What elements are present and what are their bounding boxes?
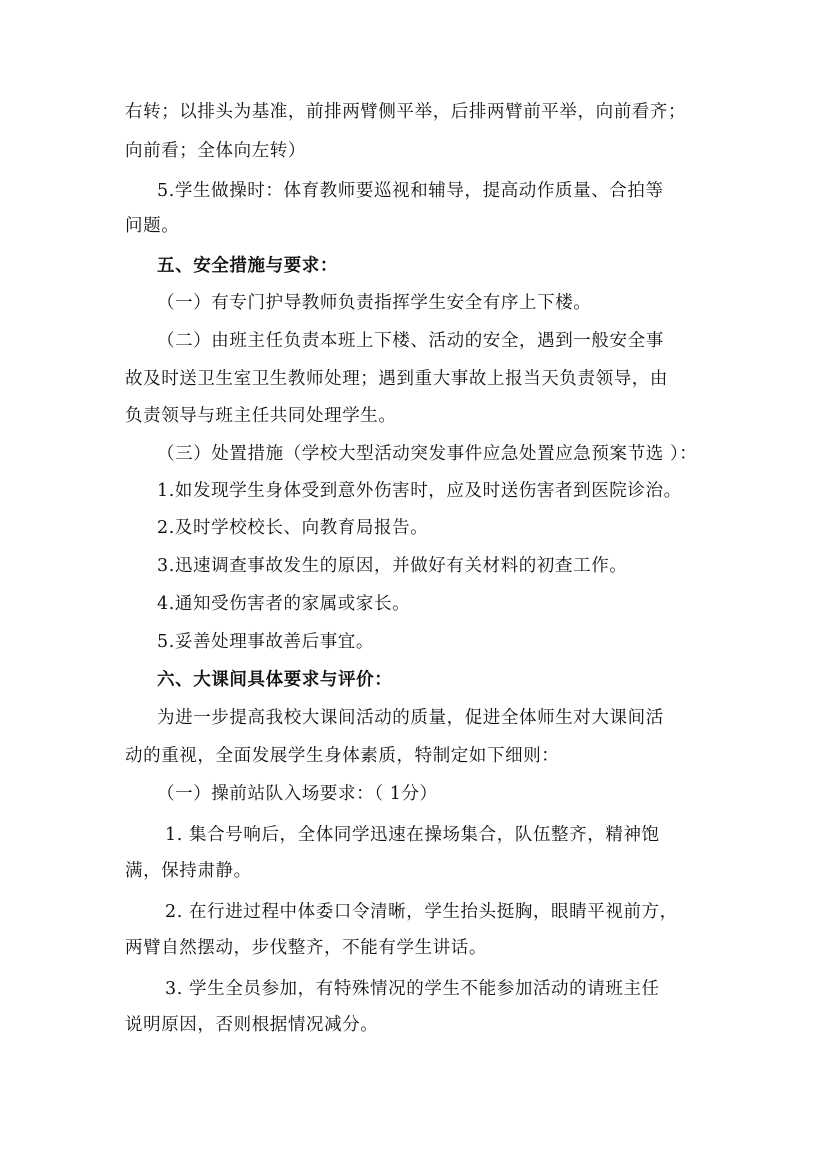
body-text-line: （一）有专门护导教师负责指挥学生安全有序上下楼。 [157, 293, 592, 313]
body-text-line: 动的重视，全面发展学生身体素质，特制定如下细则： [125, 746, 560, 766]
body-text-line: 向前看；全体向左转） [125, 141, 306, 161]
section-heading-safety: 五、安全措施与要求： [157, 256, 338, 276]
body-text-line: 右转；以排头为基准，前排两臂侧平举，后排两臂前平举，向前看齐； [125, 102, 687, 122]
body-text-line: 负责领导与班主任共同处理学生。 [125, 406, 397, 426]
body-text-line: 问题。 [125, 216, 180, 236]
body-text-line: 5.学生做操时：体育教师要巡视和辅导，提高动作质量、合拍等 [157, 181, 664, 201]
list-item: 1. 集合号响后，全体同学迅速在操场集合，队伍整齐，精神饱 [165, 825, 660, 845]
body-text-line: 两臂自然摆动，步伐整齐，不能有学生讲话。 [125, 938, 487, 958]
body-text-line: （二）由班主任负责本班上下楼、活动的安全，遇到一般安全事 [157, 331, 664, 351]
body-text-line: 说明原因，否则根据情况减分。 [125, 1015, 379, 1035]
body-text-line: 满，保持肃静。 [125, 861, 252, 881]
list-item: 4.通知受伤害者的家属或家长。 [157, 594, 411, 614]
list-item: 2. 在行进过程中体委口令清晰，学生抬头挺胸，眼睛平视前方， [165, 902, 678, 922]
list-item: 3. 学生全员参加，有特殊情况的学生不能参加活动的请班主任 [165, 979, 660, 999]
list-item: 2.及时学校校长、向教育局报告。 [157, 518, 429, 538]
subsection-heading: （一）操前站队入场要求：（ 1分） [157, 784, 438, 804]
body-text-line: 故及时送卫生室卫生教师处理；遇到重大事故上报当天负责领导，由 [125, 369, 668, 389]
list-item: 1.如发现学生身体受到意外伤害时，应及时送伤害者到医院诊治。 [157, 481, 682, 501]
section-heading-requirements: 六、大课间具体要求与评价： [157, 670, 393, 690]
list-item: 5.妥善处理事故善后事宜。 [157, 632, 374, 652]
list-item: 3.迅速调查事故发生的原因，并做好有关材料的初查工作。 [157, 556, 628, 576]
body-text-line: （三）处置措施（学校大型活动突发事件应急处置应急预案节选 ）： [157, 444, 698, 464]
body-text-line: 为进一步提高我校大课间活动的质量，促进全体师生对大课间活 [157, 708, 664, 728]
